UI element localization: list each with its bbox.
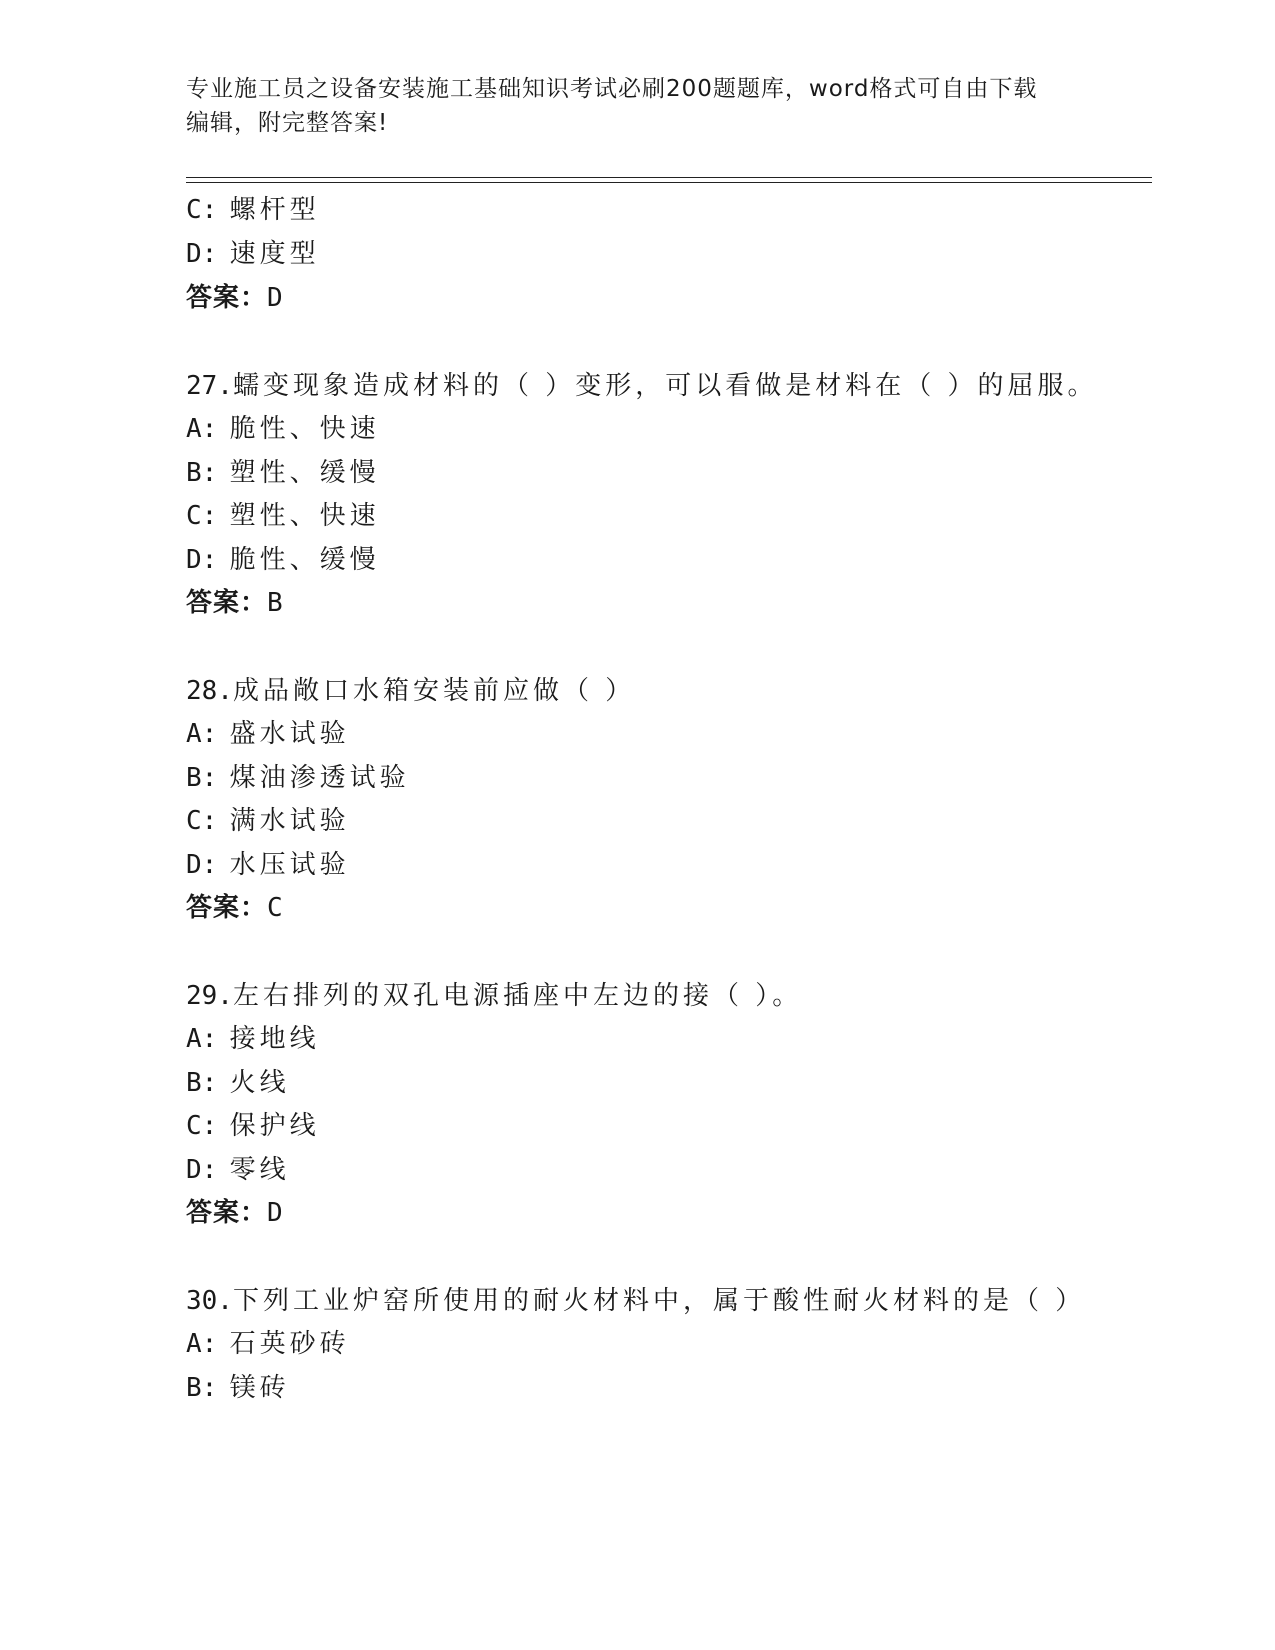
option-text: 石英砂砖 <box>229 1329 350 1359</box>
option-row <box>186 192 320 228</box>
option-text: 脆性、快速 <box>229 414 380 444</box>
answer-label: 答案： <box>186 1198 268 1228</box>
option-text: 速度型 <box>229 239 320 269</box>
option-row <box>186 1326 350 1362</box>
option-key: D: <box>186 1155 218 1185</box>
option-text: 零线 <box>229 1155 290 1185</box>
option-key: A: <box>186 1329 218 1359</box>
question-text: 左右排列的双孔电源插座中左边的接（ ）。 <box>232 981 803 1011</box>
document-header <box>186 72 1066 140</box>
question-number: 28. <box>186 676 233 706</box>
option-row <box>186 498 380 534</box>
option-key: A: <box>186 719 218 749</box>
question-number: 27. <box>186 371 233 401</box>
option-key: C: <box>186 501 218 531</box>
option-row <box>186 847 350 883</box>
option-key: C: <box>186 1111 218 1141</box>
question-text: 下列工业炉窑所使用的耐火材料中，属于酸性耐火材料的是（ ） <box>232 1286 1086 1316</box>
question-stem <box>186 1283 1085 1319</box>
header-line-2: 编辑，附完整答案! <box>186 110 389 136</box>
option-text: 煤油渗透试验 <box>229 763 410 793</box>
option-text: 脆性、缓慢 <box>229 545 380 575</box>
option-text: 接地线 <box>229 1024 320 1054</box>
option-key: B: <box>186 1068 218 1098</box>
option-row <box>186 1021 320 1057</box>
option-text: 保护线 <box>229 1111 320 1141</box>
option-text: 火线 <box>229 1068 290 1098</box>
answer-row <box>186 1195 284 1231</box>
answer-value: B <box>267 588 284 618</box>
option-row <box>186 716 350 752</box>
header-divider-bottom <box>186 182 1152 183</box>
question-stem <box>186 673 635 709</box>
option-key: D: <box>186 545 218 575</box>
option-key: C: <box>186 806 218 836</box>
option-text: 塑性、缓慢 <box>229 458 380 488</box>
option-text: 盛水试验 <box>229 719 350 749</box>
option-key: A: <box>186 414 218 444</box>
option-text: 螺杆型 <box>229 195 320 225</box>
option-row <box>186 1065 290 1101</box>
option-row <box>186 1108 320 1144</box>
question-number: 30. <box>186 1286 233 1316</box>
answer-value: C <box>267 893 284 923</box>
option-key: B: <box>186 458 218 488</box>
option-text: 塑性、快速 <box>229 501 380 531</box>
answer-label: 答案： <box>186 588 268 618</box>
option-key: B: <box>186 763 218 793</box>
option-key: D: <box>186 239 218 269</box>
question-stem <box>186 978 802 1014</box>
option-key: B: <box>186 1373 218 1403</box>
answer-row <box>186 585 284 621</box>
answer-label: 答案： <box>186 283 268 313</box>
option-row <box>186 1152 290 1188</box>
option-row <box>186 236 320 272</box>
question-number: 29. <box>186 981 233 1011</box>
option-text: 满水试验 <box>229 806 350 836</box>
answer-value: D <box>267 1198 284 1228</box>
answer-value: D <box>267 283 284 313</box>
option-row <box>186 455 380 491</box>
option-row <box>186 760 410 796</box>
option-row <box>186 411 380 447</box>
question-text: 成品敞口水箱安装前应做（ ） <box>232 676 636 706</box>
answer-row <box>186 280 284 316</box>
answer-label: 答案： <box>186 893 268 923</box>
option-key: D: <box>186 850 218 880</box>
question-stem <box>186 368 1098 404</box>
header-divider-top <box>186 177 1152 178</box>
option-row <box>186 542 380 578</box>
option-row <box>186 1370 290 1406</box>
option-row <box>186 803 350 839</box>
question-text: 蠕变现象造成材料的（ ）变形，可以看做是材料在（ ）的屈服。 <box>232 371 1098 401</box>
header-line-1: 专业施工员之设备安装施工基础知识考试必刷200题题库，word格式可自由下载 <box>186 76 1038 102</box>
option-key: A: <box>186 1024 218 1054</box>
answer-row <box>186 890 284 926</box>
option-text: 镁砖 <box>229 1373 290 1403</box>
option-key: C: <box>186 195 218 225</box>
option-text: 水压试验 <box>229 850 350 880</box>
